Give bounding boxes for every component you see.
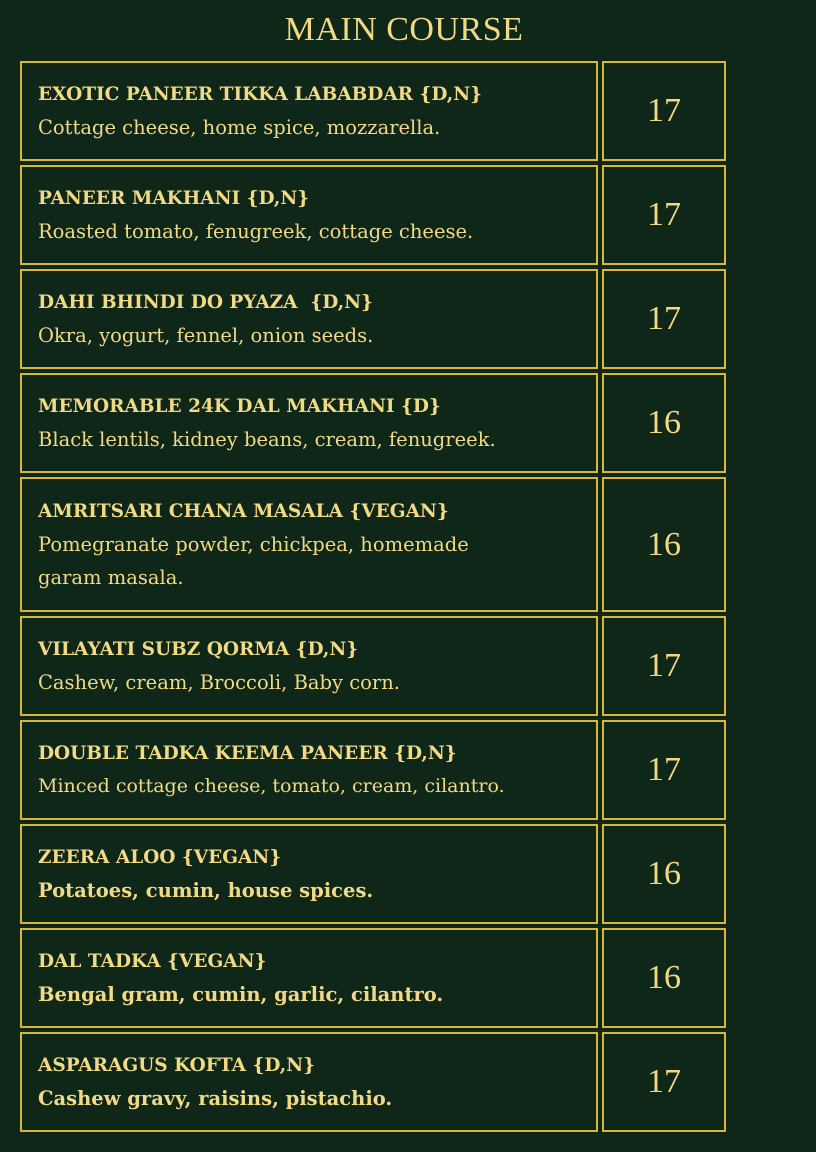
menu-item-description-box xyxy=(20,477,598,612)
menu-item-ingredients: Bengal gram, cumin, garlic, cilantro. xyxy=(38,982,444,1006)
menu-item-ingredients: Minced cottage cheese, tomato, cream, cilantro. xyxy=(38,774,505,797)
menu-item-name: ASPARAGUS KOFTA {D,N} xyxy=(38,1054,316,1076)
menu-item-ingredients: Roasted tomato, fenugreek, cottage cheese. xyxy=(38,219,474,243)
menu-item-name: AMRITSARI CHANA MASALA {VEGAN} xyxy=(38,500,449,522)
menu-item-name: MEMORABLE 24K DAL MAKHANI {D} xyxy=(38,395,441,417)
menu-item-name: VILAYATI SUBZ QORMA {D,N} xyxy=(38,638,359,660)
menu-item-description-box xyxy=(20,165,598,265)
menu-item-price: 16 xyxy=(602,928,726,1028)
menu-item-price: 17 xyxy=(602,61,726,161)
menu-item xyxy=(20,269,726,369)
menu-item-description-box xyxy=(20,373,598,473)
menu-list xyxy=(20,61,726,1136)
menu-item-description-box xyxy=(20,928,598,1028)
menu-item-ingredients: Black lentils, kidney beans, cream, fenugreek. xyxy=(38,427,496,451)
menu-section-title: MAIN COURSE xyxy=(284,11,524,48)
menu-item xyxy=(20,477,726,612)
menu-item-description-box xyxy=(20,720,598,820)
menu-item-ingredients: Potatoes, cumin, house spices. xyxy=(38,878,374,902)
menu-item-ingredients: Okra, yogurt, fennel, onion seeds. xyxy=(38,323,374,347)
menu-item-name: DAL TADKA {VEGAN} xyxy=(38,950,267,972)
menu-item-name: PANEER MAKHANI {D,N} xyxy=(38,187,310,209)
menu-item-price: 17 xyxy=(602,1032,726,1132)
menu-item-price: 17 xyxy=(602,165,726,265)
menu-item-price: 16 xyxy=(602,824,726,924)
menu-item-price: 16 xyxy=(602,477,726,612)
menu-item-description-box xyxy=(20,1032,598,1132)
menu-item xyxy=(20,165,726,265)
menu-item xyxy=(20,61,726,161)
menu-item-name: DOUBLE TADKA KEEMA PANEER {D,N} xyxy=(38,742,457,764)
menu-item-price: 17 xyxy=(602,616,726,716)
menu-item-name: EXOTIC PANEER TIKKA LABABDAR {D,N} xyxy=(38,83,483,105)
menu-item xyxy=(20,720,726,820)
menu-item-price: 17 xyxy=(602,269,726,369)
menu-item-price: 17 xyxy=(602,720,726,820)
menu-item-description-box xyxy=(20,824,598,924)
menu-item-price: 16 xyxy=(602,373,726,473)
menu-item xyxy=(20,928,726,1028)
menu-item xyxy=(20,1032,726,1132)
menu-item-ingredients: Pomegranate powder, chickpea, homemade garam masala. xyxy=(38,532,469,589)
menu-item xyxy=(20,616,726,716)
menu-item-description-box xyxy=(20,61,598,161)
menu-item-ingredients: Cashew gravy, raisins, pistachio. xyxy=(38,1086,393,1110)
menu-item-name: ZEERA ALOO {VEGAN} xyxy=(38,846,282,868)
menu-item-name: DAHI BHINDI DO PYAZA {D,N} xyxy=(38,291,373,313)
menu-item-description-box xyxy=(20,616,598,716)
menu-item xyxy=(20,824,726,924)
menu-item-ingredients: Cottage cheese, home spice, mozzarella. xyxy=(38,115,441,139)
menu-item-description-box xyxy=(20,269,598,369)
menu-item xyxy=(20,373,726,473)
menu-item-ingredients: Cashew, cream, Broccoli, Baby corn. xyxy=(38,670,400,694)
